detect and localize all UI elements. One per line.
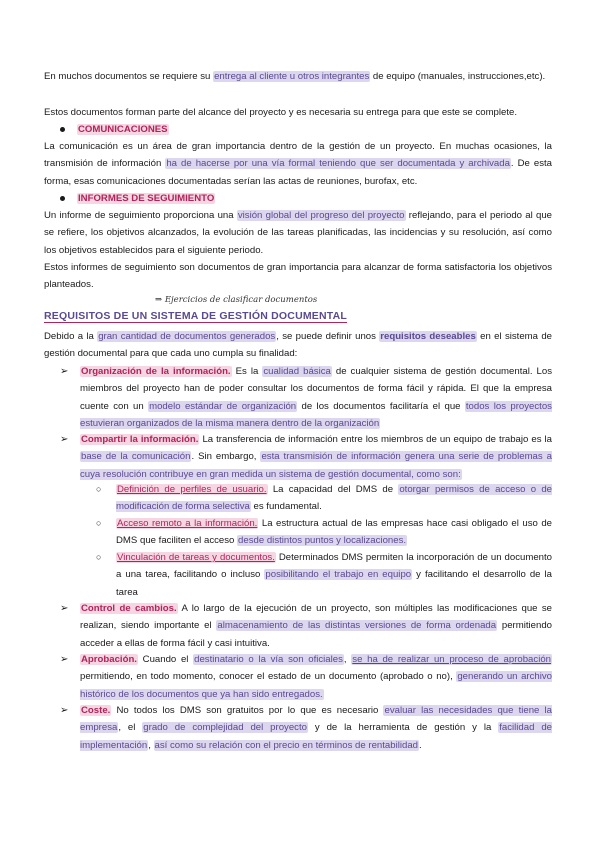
arrow-bullet-icon: ➢ <box>60 654 69 665</box>
highlight: visión global del progreso del proyecto <box>237 210 405 221</box>
paragraph-informes-2: Estos informes de seguimiento son documentos de gran importancia para alcanzar de forma satisfactoria los objetivos planteados. <box>44 262 552 291</box>
sub-item-acceso-remoto: ○ Acceso remoto a la información. La estructura actual de las empresas hace casi obligado el uso de DMS que faciliten el acceso desde distintos puntos y localizaciones. <box>96 515 552 550</box>
sub-item-vinculacion: ○ Vinculación de tareas y documentos. Determinados DMS permiten la incorporación de un documento a una tarea, facilitando o incluso posibilitando el trabajo en equipo y facilitando el desarrollo de la tarea <box>96 549 552 601</box>
sub-item-perfiles: ○ Definición de perfiles de usuario. La capacidad del DMS de otorgar permisos de acceso o de modificación de forma selectiva es fundamental. <box>96 481 552 516</box>
highlight: cualidad básica <box>263 366 331 377</box>
paragraph-comunicaciones: La comunicación es un área de gran importancia dentro de la gestión de un proyecto. En muchas ocasiones, la transmisión de información ha de hacerse por una vía formal teniendo que ser documentada y archivada. De esta forma, esas comunicaciones documentadas serían las actas de reuniones, burofax, etc. <box>44 141 552 187</box>
highlight: facilidad de implementación <box>80 722 552 751</box>
paragraph-informes: Un informe de seguimiento proporciona una visión global del progreso del proyecto reflejando, para el periodo al que se refiere, los objetivos alcanzados, la evolución de las tareas planificadas, las incidencias y su resolución, así como los objetivos establecidos para el siguiente periodo. <box>44 210 552 256</box>
paragraph-requisitos: Debido a la gran cantidad de documentos generados, se puede definir unos requisitos deseables en el sistema de gestión documental para que cada uno cumpla su finalidad: <box>44 331 552 360</box>
arrow-bullet-icon: ➢ <box>60 603 69 614</box>
arrow-bullet-icon: ➢ <box>60 434 69 445</box>
bullet-icon <box>60 127 65 132</box>
list-item-control-cambios: ➢ Control de cambios. A lo largo de la ejecución de un proyecto, son múltiples las modificaciones que se realizan, siendo importante el almacenamiento de las distintas versiones de forma ordenada permitiendo acceder a ellas de forma fácil y casi intuitiva. <box>60 600 552 652</box>
paragraph-deliverables-2: Estos documentos forman parte del alcance del proyecto y es necesaria su entrega para que este se complete. <box>44 107 518 118</box>
heading-comunicaciones: COMUNICACIONES <box>60 121 169 138</box>
highlight: posibilitando el trabajo en equipo <box>265 569 412 581</box>
highlight: esta transmisión de información genera una serie de problemas a cuya resolución contribuye en gran medida un sistema de gestión documental, como son: <box>80 451 552 480</box>
highlight: todos los proyectos estuvieran organizados de la misma manera dentro de la organización <box>80 400 552 430</box>
highlight: desde distintos puntos y localizaciones. <box>238 535 407 547</box>
circle-bullet-icon: ○ <box>96 518 102 528</box>
circle-bullet-icon: ○ <box>96 484 102 494</box>
highlight: evaluar las necesidades que tiene la empresa <box>80 705 552 734</box>
list-item-aprobacion: ➢ Aprobación. Cuando el destinatario o la vía son oficiales, se ha de realizar un proceso de aprobación permitiendo, en todo momento, conocer el estado de un documento (aprobado o no), generando un archivo histórico de los documentos que ya han sido entregados. <box>60 651 552 703</box>
list-item-coste: ➢ Coste. No todos los DMS son gratuitos por lo que es necesario evaluar las necesidades que tiene la empresa, el grado de complejidad del proyecto y de la herramienta de gestión y la facilidad de implementación, así como su relación con el precio en términos de rentabilidad. <box>60 702 552 754</box>
circle-bullet-icon: ○ <box>96 552 102 562</box>
highlight: destinatario o la vía son oficiales <box>194 654 343 665</box>
handwritten-note: ⇒ Ejercicios de clasificar documentos <box>155 295 318 305</box>
bullet-icon <box>60 196 65 201</box>
arrow-bullet-icon: ➢ <box>60 705 69 716</box>
section-title-requisitos: REQUISITOS DE UN SISTEMA DE GESTIÓN DOCUMENTAL <box>44 310 348 322</box>
highlight: gran cantidad de documentos generados <box>98 331 276 342</box>
highlight: otorgar permisos de acceso o de modificación de forma selectiva <box>116 484 552 513</box>
highlight: base de la comunicación <box>81 451 191 463</box>
highlight: se ha de realizar un proceso de aprobación <box>352 654 551 665</box>
highlight: requisitos deseables <box>380 331 476 342</box>
highlight: almacenamiento de las distintas versiones de forma ordenada <box>217 620 497 632</box>
highlight: entrega al cliente u otros integrantes <box>214 71 370 82</box>
list-item-organizacion: ➢ Organización de la información. Es la cualidad básica de cualquier sistema de gestión documental. Los miembros del proyecto han de poder consultar los documentos de forma fácil y rápida. El que la empresa cuente con un modelo estándar de organización de los documentos facilitaría el que todos los proyectos estuvieran organizados de la misma manera dentro de la organización <box>60 363 552 433</box>
paragraph-deliverables: En muchos documentos se requiere su entrega al cliente u otros integrantes de equipo (manuales, instrucciones,etc). <box>44 71 546 82</box>
highlight: grado de complejidad del proyecto <box>143 722 307 734</box>
highlight: generando un archivo histórico de los documentos que ya han sido entregados. <box>80 671 553 700</box>
highlight: ha de hacerse por una vía formal teniendo que ser documentada y archivada <box>166 158 510 170</box>
arrow-bullet-icon: ➢ <box>60 366 69 377</box>
highlight: modelo estándar de organización <box>149 400 297 412</box>
list-item-compartir: ➢ Compartir la información. La transferencia de información entre los miembros de un equipo de trabajo es la base de la comunicación. Sin embargo, esta transmisión de información genera una serie de problemas a cuya resolución contribuye en gran medida un sistema de gestión documental, como son: <box>60 431 552 483</box>
heading-informes: INFORMES DE SEGUIMIENTO <box>60 190 215 207</box>
highlight: así como su relación con el precio en términos de rentabilidad <box>154 739 418 751</box>
